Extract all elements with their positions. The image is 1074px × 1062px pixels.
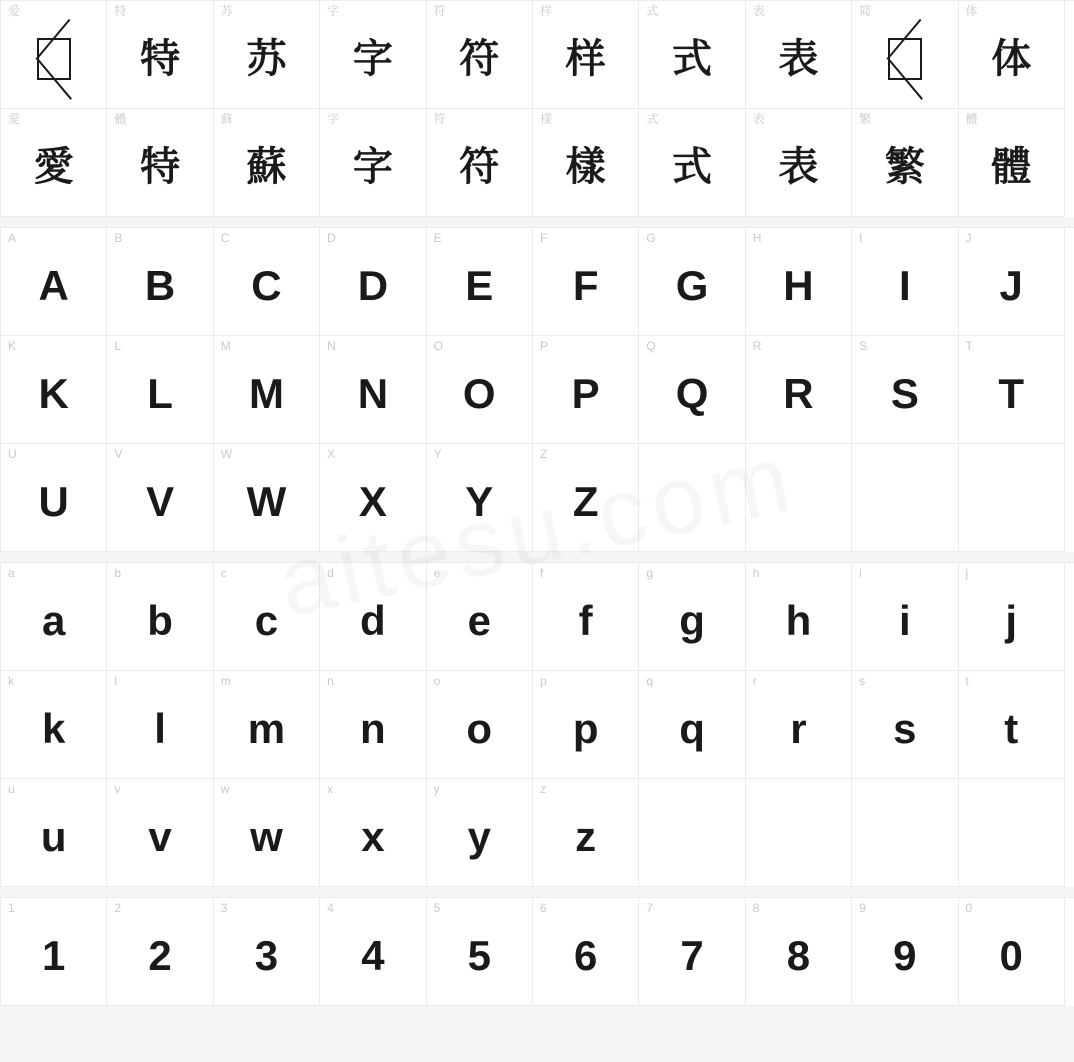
glyph-tag: b — [114, 566, 122, 580]
glyph-cell[interactable] — [320, 109, 426, 217]
glyph-tag: 4 — [327, 901, 334, 915]
glyph-cell-empty — [746, 779, 852, 887]
glyph-cell[interactable] — [1, 109, 107, 217]
glyph-tag: s — [859, 674, 866, 688]
glyph-character: e — [467, 596, 491, 644]
glyph-character: 式 — [672, 144, 713, 189]
glyph-cell[interactable] — [746, 1, 852, 109]
glyph-cell[interactable] — [1, 779, 107, 887]
glyph-tag: K — [8, 339, 17, 353]
glyph-tag: O — [433, 339, 443, 353]
glyph-cell[interactable] — [746, 671, 852, 779]
glyph-cell[interactable] — [852, 336, 958, 444]
glyph-cell[interactable] — [320, 898, 426, 1006]
glyph-cell[interactable] — [107, 779, 213, 887]
glyph-cell[interactable] — [639, 671, 745, 779]
glyph-cell[interactable] — [107, 336, 213, 444]
glyph-character: 样 — [565, 36, 606, 81]
glyph-character: i — [898, 596, 911, 644]
glyph-tag: z — [539, 782, 546, 796]
glyph-character: m — [247, 704, 286, 752]
glyph-tag: 表 — [752, 4, 765, 18]
glyph-row — [1, 779, 1074, 887]
glyph-tag: p — [539, 674, 547, 688]
glyph-cell[interactable] — [1, 898, 107, 1006]
glyph-character: 8 — [786, 931, 811, 979]
glyph-block-uppercase-latin — [0, 227, 1074, 552]
glyph-tag: n — [327, 674, 334, 688]
glyph-tag: 表 — [752, 112, 765, 126]
glyph-cell[interactable] — [852, 109, 958, 217]
glyph-tag: B — [114, 231, 123, 245]
glyph-character: 字 — [352, 144, 393, 189]
glyph-row — [1, 563, 1074, 671]
glyph-character: P — [571, 369, 600, 417]
glyph-tag: 9 — [859, 901, 866, 915]
glyph-cell[interactable] — [639, 1, 745, 109]
glyph-character: z — [575, 812, 597, 860]
tofu-box-icon — [888, 38, 922, 80]
glyph-cell[interactable] — [320, 563, 426, 671]
glyph-character: J — [999, 261, 1023, 309]
glyph-cell[interactable] — [320, 444, 426, 552]
glyph-character: 式 — [672, 36, 713, 81]
glyph-tag: h — [752, 566, 760, 580]
glyph-character: 繁 — [884, 144, 925, 189]
glyph-cell[interactable] — [320, 228, 426, 336]
glyph-cell[interactable] — [533, 444, 639, 552]
glyph-character: 表 — [778, 36, 819, 81]
glyph-cell[interactable] — [320, 336, 426, 444]
glyph-cell[interactable] — [427, 898, 533, 1006]
glyph-cell[interactable] — [320, 1, 426, 109]
glyph-cell[interactable] — [959, 109, 1065, 217]
glyph-character: S — [890, 369, 919, 417]
glyph-cell[interactable] — [320, 671, 426, 779]
glyph-tag: I — [859, 231, 863, 245]
glyph-character: 6 — [573, 931, 598, 979]
glyph-tag: 繁 — [859, 112, 872, 126]
glyph-cell[interactable] — [427, 228, 533, 336]
glyph-tag: 字 — [327, 4, 340, 18]
glyph-cell[interactable] — [214, 228, 320, 336]
glyph-tag: 1 — [8, 901, 15, 915]
glyph-tag: N — [327, 339, 336, 353]
glyph-block-digits — [0, 897, 1074, 1006]
glyph-tag: Q — [646, 339, 656, 353]
glyph-tag: 式 — [646, 112, 659, 126]
glyph-character: 符 — [459, 144, 500, 189]
glyph-character: 3 — [254, 931, 279, 979]
glyph-character — [746, 779, 851, 886]
glyph-cell-empty — [639, 779, 745, 887]
glyph-character: h — [785, 596, 812, 644]
glyph-character: d — [360, 596, 386, 644]
glyph-tag: f — [539, 566, 544, 580]
glyph-cell[interactable] — [852, 671, 958, 779]
glyph-tag: i — [859, 566, 862, 580]
glyph-character: N — [357, 369, 389, 417]
glyph-character: 蘇 — [246, 144, 287, 189]
glyph-cell[interactable] — [533, 228, 639, 336]
glyph-cell[interactable] — [533, 671, 639, 779]
glyph-character — [746, 444, 851, 551]
glyph-tag: Z — [539, 447, 548, 461]
glyph-character — [852, 779, 957, 886]
glyph-character: 1 — [42, 931, 66, 979]
glyph-character: 特 — [140, 144, 181, 189]
glyph-cell[interactable] — [639, 109, 745, 217]
glyph-tag: 苏 — [220, 4, 233, 18]
glyph-character: c — [254, 596, 279, 644]
glyph-cell[interactable] — [107, 109, 213, 217]
glyph-character: a — [42, 596, 66, 644]
glyph-tag: m — [220, 674, 231, 688]
glyph-cell[interactable] — [533, 563, 639, 671]
glyph-tag: E — [433, 231, 442, 245]
glyph-row — [1, 444, 1074, 552]
glyph-row — [1, 336, 1074, 444]
glyph-cell[interactable] — [427, 563, 533, 671]
glyph-cell-empty — [852, 779, 958, 887]
glyph-character: F — [572, 261, 599, 309]
glyph-character: Q — [675, 369, 709, 417]
glyph-cell[interactable] — [1, 563, 107, 671]
glyph-character: 体 — [991, 36, 1032, 81]
glyph-tag: 简 — [859, 4, 872, 18]
glyph-cell[interactable] — [320, 779, 426, 887]
glyph-cell[interactable] — [852, 563, 958, 671]
glyph-cell[interactable] — [959, 228, 1065, 336]
glyph-cell[interactable] — [214, 779, 320, 887]
glyph-cell[interactable] — [1, 444, 107, 552]
glyph-cell[interactable] — [959, 671, 1065, 779]
glyph-cell-empty — [639, 444, 745, 552]
glyph-tag: P — [539, 339, 548, 353]
glyph-tag: d — [327, 566, 334, 580]
glyph-cell[interactable] — [214, 109, 320, 217]
glyph-character: W — [246, 477, 287, 525]
glyph-tag: v — [114, 782, 121, 796]
glyph-character — [959, 779, 1064, 886]
glyph-cell[interactable] — [214, 671, 320, 779]
glyph-cell[interactable] — [533, 779, 639, 887]
glyph-character: Y — [465, 477, 494, 525]
glyph-cell[interactable] — [1, 228, 107, 336]
glyph-character: Z — [572, 477, 599, 525]
glyph-cell[interactable] — [107, 444, 213, 552]
glyph-character: 5 — [467, 931, 491, 979]
glyph-cell[interactable] — [107, 1, 213, 109]
glyph-character: 苏 — [246, 36, 287, 81]
glyph-character: v — [148, 812, 172, 860]
glyph-cell[interactable] — [1, 336, 107, 444]
glyph-tag: 3 — [220, 901, 228, 915]
glyph-cell[interactable] — [533, 336, 639, 444]
glyph-tag: 愛 — [8, 112, 21, 126]
glyph-character: o — [466, 704, 493, 752]
glyph-character: n — [360, 704, 386, 752]
glyph-cell[interactable] — [533, 109, 639, 217]
glyph-cell[interactable] — [427, 444, 533, 552]
glyph-row — [1, 109, 1074, 217]
glyph-tag: T — [965, 339, 973, 353]
glyph-cell[interactable] — [639, 336, 745, 444]
glyph-tag: g — [646, 566, 654, 580]
glyph-cell[interactable] — [639, 563, 745, 671]
glyph-character: x — [361, 812, 385, 860]
glyph-character: X — [358, 477, 387, 525]
glyph-cell[interactable] — [427, 671, 533, 779]
glyph-tag: q — [646, 674, 654, 688]
glyph-tag: Y — [433, 447, 442, 461]
glyph-character: B — [144, 261, 176, 309]
glyph-character: H — [783, 261, 814, 309]
glyph-cell[interactable] — [959, 1, 1065, 109]
glyph-character — [959, 444, 1064, 551]
glyph-tag: c — [220, 566, 227, 580]
glyph-cell[interactable] — [852, 898, 958, 1006]
glyph-tag: k — [8, 674, 14, 688]
glyph-tag: 樣 — [539, 112, 552, 126]
glyph-character: q — [679, 704, 705, 752]
glyph-tag: 體 — [114, 112, 127, 126]
glyph-tag: X — [327, 447, 336, 461]
glyph-cell[interactable] — [427, 109, 533, 217]
glyph-row — [1, 898, 1074, 1006]
glyph-tag: 式 — [646, 4, 659, 18]
glyph-character: 0 — [999, 931, 1023, 979]
glyph-tag: a — [8, 566, 15, 580]
glyph-character: C — [251, 261, 282, 309]
glyph-cell[interactable] — [427, 779, 533, 887]
glyph-character: 表 — [778, 144, 819, 189]
glyph-row — [1, 1, 1074, 109]
glyph-cell[interactable] — [639, 228, 745, 336]
glyph-tag: 符 — [433, 112, 446, 126]
glyph-cell[interactable] — [959, 336, 1065, 444]
glyph-character: 2 — [148, 931, 172, 979]
glyph-character: U — [38, 477, 69, 525]
glyph-character — [639, 779, 744, 886]
glyph-tag: 6 — [539, 901, 547, 915]
glyph-character: 字 — [352, 36, 393, 81]
glyph-block-cjk-sample — [0, 0, 1074, 217]
glyph-character: 特 — [140, 36, 181, 81]
glyph-cell[interactable] — [427, 1, 533, 109]
glyph-tag: M — [220, 339, 231, 353]
glyph-character: 符 — [459, 36, 500, 81]
glyph-tag: x — [327, 782, 334, 796]
glyph-character: O — [462, 369, 496, 417]
glyph-tag: W — [220, 447, 233, 461]
glyph-tag: 7 — [646, 901, 654, 915]
glyph-tag: 爱 — [8, 4, 21, 18]
glyph-cell[interactable] — [214, 563, 320, 671]
glyph-cell[interactable] — [1, 1, 107, 109]
glyph-tag: 8 — [752, 901, 760, 915]
glyph-character: K — [38, 369, 69, 417]
glyph-character: 愛 — [33, 144, 74, 189]
glyph-tag: D — [327, 231, 336, 245]
glyph-tag: S — [859, 339, 868, 353]
glyph-tag: H — [752, 231, 762, 245]
glyph-tag: J — [965, 231, 972, 245]
glyph-tag: 2 — [114, 901, 122, 915]
glyph-character: 樣 — [565, 144, 606, 189]
glyph-character: R — [783, 369, 814, 417]
glyph-character: r — [790, 704, 807, 752]
glyph-cell[interactable] — [533, 1, 639, 109]
glyph-character: T — [998, 369, 1025, 417]
glyph-tag: V — [114, 447, 123, 461]
glyph-tag: G — [646, 231, 656, 245]
glyph-character: f — [578, 596, 593, 644]
glyph-cell[interactable] — [1, 671, 107, 779]
glyph-tag: U — [8, 447, 17, 461]
tofu-box-icon — [37, 38, 71, 80]
glyph-character: j — [1005, 596, 1018, 644]
glyph-cell[interactable] — [214, 1, 320, 109]
glyph-cell[interactable] — [959, 898, 1065, 1006]
glyph-character: D — [357, 261, 389, 309]
glyph-cell[interactable] — [214, 336, 320, 444]
glyph-character: G — [675, 261, 709, 309]
glyph-tag: 蘇 — [220, 112, 233, 126]
glyph-tag: t — [965, 674, 969, 688]
glyph-tag: 符 — [433, 4, 446, 18]
glyph-tag: F — [539, 231, 548, 245]
glyph-cell[interactable] — [746, 228, 852, 336]
glyph-cell[interactable] — [959, 563, 1065, 671]
glyph-tag: e — [433, 566, 441, 580]
glyph-cell[interactable] — [746, 109, 852, 217]
glyph-tag: L — [114, 339, 122, 353]
glyph-tag: w — [220, 782, 230, 796]
glyph-tag: 体 — [965, 4, 978, 18]
glyph-cell-empty — [959, 779, 1065, 887]
glyph-cell[interactable] — [107, 671, 213, 779]
glyph-cell[interactable] — [746, 336, 852, 444]
glyph-cell[interactable] — [639, 898, 745, 1006]
glyph-character: b — [147, 596, 173, 644]
glyph-cell[interactable] — [107, 563, 213, 671]
glyph-tag: y — [433, 782, 440, 796]
glyph-character: t — [1004, 704, 1019, 752]
glyph-character: E — [465, 261, 494, 309]
glyph-block-lowercase-latin — [0, 562, 1074, 887]
glyph-cell-empty — [852, 444, 958, 552]
glyph-cell[interactable] — [852, 1, 958, 109]
glyph-tag: l — [114, 674, 118, 688]
glyph-cell[interactable] — [746, 563, 852, 671]
glyph-tag: R — [752, 339, 762, 353]
glyph-tag: A — [8, 231, 17, 245]
glyph-cell-empty — [959, 444, 1065, 552]
glyph-tag: 體 — [965, 112, 978, 126]
glyph-cell[interactable] — [107, 898, 213, 1006]
glyph-cell[interactable] — [746, 898, 852, 1006]
glyph-character: L — [147, 369, 173, 417]
glyph-tag: 样 — [539, 4, 552, 18]
glyph-character: I — [898, 261, 911, 309]
glyph-tag: 5 — [433, 901, 441, 915]
glyph-character: y — [467, 812, 491, 860]
glyph-row — [1, 671, 1074, 779]
glyph-character: u — [40, 812, 67, 860]
glyph-cell[interactable] — [852, 228, 958, 336]
glyph-cell[interactable] — [214, 898, 320, 1006]
glyph-character: 4 — [361, 931, 385, 979]
glyph-character — [852, 444, 957, 551]
glyph-cell[interactable] — [533, 898, 639, 1006]
glyph-character: s — [893, 704, 917, 752]
glyph-character: 體 — [991, 144, 1032, 189]
glyph-tag: u — [8, 782, 15, 796]
glyph-character: 7 — [680, 931, 704, 979]
glyph-character: g — [679, 596, 705, 644]
glyph-character: M — [248, 369, 284, 417]
glyph-character: p — [572, 704, 599, 752]
glyph-cell-empty — [746, 444, 852, 552]
glyph-tag: 字 — [327, 112, 340, 126]
glyph-row — [1, 228, 1074, 336]
glyph-tag: r — [752, 674, 757, 688]
glyph-character: l — [154, 704, 166, 752]
glyph-character: w — [250, 812, 283, 860]
glyph-tag: o — [433, 674, 441, 688]
glyph-cell[interactable] — [107, 228, 213, 336]
glyph-character: k — [42, 704, 66, 752]
glyph-tag: 0 — [965, 901, 973, 915]
glyph-character: A — [38, 261, 69, 309]
glyph-tag: j — [965, 566, 969, 580]
glyph-cell[interactable] — [427, 336, 533, 444]
glyph-cell[interactable] — [214, 444, 320, 552]
glyph-tag: C — [220, 231, 230, 245]
glyph-tag: 特 — [114, 4, 127, 18]
glyph-character: 9 — [893, 931, 917, 979]
glyph-character: V — [146, 477, 175, 525]
glyph-character — [639, 444, 744, 551]
